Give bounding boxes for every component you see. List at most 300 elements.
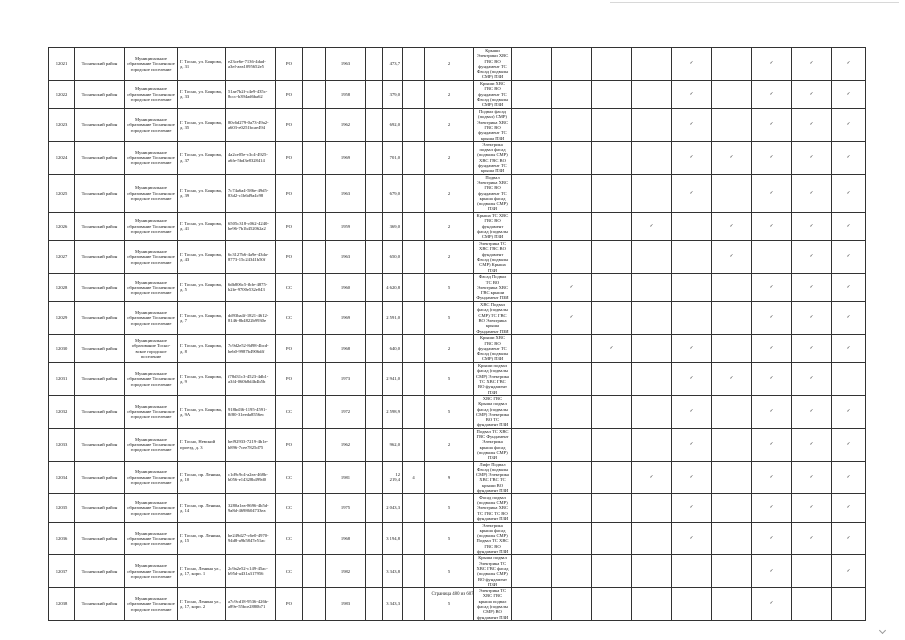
cell-id: 12030: [49, 334, 75, 362]
check-cell-7: [752, 461, 792, 494]
check-cell-9: [832, 80, 866, 108]
cell-empty-2: [366, 48, 383, 81]
table-row: [49, 395, 866, 428]
check-cell-5: [672, 522, 712, 555]
cell-works: Электрика ТС ХВС ГВС крыша подвал фасад (подвалы СМР) ВО фундамент ПЗИ: [474, 588, 512, 621]
check-cell-9: [832, 363, 866, 396]
check-mark-icon: ✓: [809, 91, 814, 97]
cell-works: ХВС Подвал фасад (подвалы СМР) ТС ГВС ВО Электрика крыша Фундамент ПЗИ: [474, 302, 512, 335]
cell-empty-1: [303, 273, 326, 301]
check-mark-icon: ✓: [846, 345, 851, 351]
cell-owner: Муниципальное образование Тосненское городское поселение: [125, 555, 178, 588]
check-cell-9: [832, 334, 866, 362]
cell-floor-count: 5: [425, 522, 474, 555]
table-row: [49, 241, 866, 274]
cell-works: ХВС ГВС Крыша подвал фасад (подвалы СМР) Электрика ВО ТС фундамент ПЗИ: [474, 395, 512, 428]
check-cell-8: [792, 334, 832, 362]
check-cell-7: [752, 494, 792, 522]
cell-form: РО: [276, 141, 303, 174]
cell-address: Г. Тосно, Невский проезд, д. 3: [178, 428, 226, 461]
cell-empty-2: [366, 80, 383, 108]
cell-code: be249d27-c6e0-4970-94d8-a9b5847e51ac: [226, 522, 276, 555]
cell-id: 12033: [49, 428, 75, 461]
check-cell-1: [512, 48, 552, 81]
check-cell-1: [512, 461, 552, 494]
cell-district: Тосненский район: [75, 212, 125, 240]
check-mark-icon: ✓: [809, 376, 814, 382]
cell-form: СС: [276, 522, 303, 555]
cell-works: Крыши ХВС ГВС ВО фундамент ТС Фасад (подвалы СМР) ПЗИ: [474, 334, 512, 362]
check-cell-5: [672, 273, 712, 301]
cell-floors: [403, 363, 425, 396]
corner-mark: [879, 627, 886, 634]
check-mark-icon: ✓: [729, 223, 734, 229]
cell-floors: [403, 522, 425, 555]
check-cell-1: [512, 363, 552, 396]
cell-address: Г. Тосно, пр. Ленина, д. 14: [178, 494, 226, 522]
cell-floor-count: 5: [425, 302, 474, 335]
check-cell-9: [832, 174, 866, 212]
cell-district: Тосненский район: [75, 555, 125, 588]
cell-area: 640,0: [383, 334, 403, 362]
check-cell-8: [792, 555, 832, 588]
cell-floors: [403, 273, 425, 301]
cell-id: 12028: [49, 273, 75, 301]
cell-empty-2: [366, 212, 383, 240]
cell-owner: Муниципальное образование Тосно-вское городское поселение: [125, 334, 178, 362]
cell-address: Г. Тосно, ул. Боярова, д. 7: [178, 302, 226, 335]
cell-floors: [403, 302, 425, 335]
check-mark-icon: ✓: [846, 61, 851, 67]
check-cell-7: [752, 48, 792, 81]
check-cell-3: [592, 241, 632, 274]
cell-empty-2: [366, 302, 383, 335]
check-cell-4: [632, 273, 672, 301]
check-cell-9: [832, 212, 866, 240]
cell-address: Г. Тосно, ул. Боярова, д. 39: [178, 174, 226, 212]
check-cell-1: [512, 302, 552, 335]
cell-area: 473,7: [383, 48, 403, 81]
check-cell-2: [552, 334, 592, 362]
cell-district: Тосненский район: [75, 48, 125, 81]
check-mark-icon: ✓: [689, 474, 694, 480]
cell-empty-1: [303, 555, 326, 588]
check-cell-8: [792, 109, 832, 142]
check-cell-6: [712, 334, 752, 362]
check-mark-icon: ✓: [846, 441, 851, 447]
check-mark-icon: ✓: [769, 223, 774, 229]
check-mark-icon: ✓: [769, 61, 774, 67]
check-mark-icon: ✓: [569, 315, 574, 321]
check-cell-8: [792, 302, 832, 335]
cell-empty-2: [366, 494, 383, 522]
check-cell-7: [752, 212, 792, 240]
cell-floors: [403, 48, 425, 81]
cell-floors: [403, 109, 425, 142]
check-cell-7: [752, 109, 792, 142]
check-mark-icon: ✓: [689, 345, 694, 351]
cell-code: 51ae7b2f-c4e9-435c-8ccc-b394ad6ba62: [226, 80, 276, 108]
cell-form: СС: [276, 494, 303, 522]
check-cell-1: [512, 395, 552, 428]
cell-empty-1: [303, 302, 326, 335]
cell-empty-1: [303, 461, 326, 494]
cell-id: 12037: [49, 555, 75, 588]
check-cell-4: [632, 241, 672, 274]
check-mark-icon: ✓: [769, 535, 774, 541]
cell-empty-2: [366, 109, 383, 142]
check-cell-2: [552, 141, 592, 174]
cell-code: a7c9cd18-9536-426b-a89e-55bce2880b71: [226, 588, 276, 621]
cell-floor-count: 5: [425, 555, 474, 588]
cell-id: 12035: [49, 494, 75, 522]
cell-floor-count: 2: [425, 212, 474, 240]
check-cell-9: [832, 141, 866, 174]
check-cell-8: [792, 212, 832, 240]
cell-form: РО: [276, 212, 303, 240]
check-cell-7: [752, 334, 792, 362]
check-cell-9: [832, 241, 866, 274]
table-row: [49, 428, 866, 461]
check-mark-icon: ✓: [809, 345, 814, 351]
check-cell-8: [792, 494, 832, 522]
cell-empty-1: [303, 174, 326, 212]
cell-empty-2: [366, 522, 383, 555]
check-cell-2: [552, 174, 592, 212]
check-cell-4: [632, 522, 672, 555]
cell-year: 1972: [326, 395, 366, 428]
check-mark-icon: ✓: [846, 122, 851, 128]
check-cell-4: [632, 174, 672, 212]
check-cell-8: [792, 141, 832, 174]
cell-area: 2 941,0: [383, 363, 403, 396]
check-cell-7: [752, 555, 792, 588]
cell-owner: Муниципальное образование Тосненское городское поселение: [125, 241, 178, 274]
check-mark-icon: ✓: [846, 535, 851, 541]
check-mark-icon: ✓: [689, 61, 694, 67]
check-mark-icon: ✓: [689, 535, 694, 541]
cell-floor-count: 2: [425, 141, 474, 174]
cell-floor-count: 9: [425, 461, 474, 494]
check-cell-8: [792, 241, 832, 274]
cell-floors: 4: [403, 461, 425, 494]
cell-form: РО: [276, 109, 303, 142]
cell-address: Г. Тосно, ул. Боярова, д. 33: [178, 80, 226, 108]
cell-district: Тосненский район: [75, 109, 125, 142]
cell-area: 379,0: [383, 80, 403, 108]
check-cell-5: [672, 80, 712, 108]
check-mark-icon: ✓: [846, 284, 851, 290]
check-cell-3: [592, 428, 632, 461]
check-cell-8: [792, 273, 832, 301]
check-cell-2: [552, 494, 592, 522]
cell-empty-1: [303, 241, 326, 274]
check-cell-5: [672, 363, 712, 396]
cell-area: 12 219,4: [383, 461, 403, 494]
cell-district: Тосненский район: [75, 428, 125, 461]
cell-owner: Муниципальное образование Тосненское городское поселение: [125, 363, 178, 396]
cell-id: 12031: [49, 363, 75, 396]
cell-empty-2: [366, 395, 383, 428]
cell-year: 1968: [326, 522, 366, 555]
cell-form: СС: [276, 461, 303, 494]
check-mark-icon: ✓: [846, 315, 851, 321]
check-cell-5: [672, 494, 712, 522]
cell-floor-count: 2: [425, 174, 474, 212]
check-cell-3: [592, 174, 632, 212]
cell-floor-count: 5: [425, 395, 474, 428]
cell-works: Крыша ТС ХВС ГВС ВО фундамент фасад (подвалы СМР) ПЗИ: [474, 212, 512, 240]
cell-year: 1969: [326, 302, 366, 335]
cell-works: Подвал Электрика ХВС ГВС ВО фундамент ТС крыша фасад (подвалы СМР) ПЗИ: [474, 174, 512, 212]
check-cell-7: [752, 273, 792, 301]
cell-works: Крыши подвал фасад (подвалы СМР) Электрика ТС ХВС ГВС ВО фундамент ПЗИ: [474, 363, 512, 396]
check-mark-icon: ✓: [689, 122, 694, 128]
cell-area: 3 343,3: [383, 588, 403, 621]
check-cell-5: [672, 241, 712, 274]
check-cell-1: [512, 241, 552, 274]
cell-district: Тосненский район: [75, 334, 125, 362]
cell-form: РО: [276, 363, 303, 396]
cell-id: 12029: [49, 302, 75, 335]
cell-address: Г. Тосно, ул. Боярова, д. 9А: [178, 395, 226, 428]
cell-year: 1958: [326, 80, 366, 108]
cell-area: 369,0: [383, 212, 403, 240]
check-mark-icon: ✓: [809, 315, 814, 321]
check-cell-7: [752, 141, 792, 174]
cell-id: 12027: [49, 241, 75, 274]
check-cell-3: [592, 80, 632, 108]
check-mark-icon: ✓: [609, 345, 614, 351]
cell-empty-2: [366, 461, 383, 494]
check-cell-2: [552, 80, 592, 108]
cell-floor-count: 2: [425, 428, 474, 461]
cell-form: РО: [276, 241, 303, 274]
cell-code: bef92933-7219-4b1e-b896-7cee7825d75: [226, 428, 276, 461]
check-mark-icon: ✓: [769, 601, 774, 607]
check-mark-icon: ✓: [846, 223, 851, 229]
cell-year: 1973: [326, 363, 366, 396]
cell-floors: [403, 141, 425, 174]
cell-district: Тосненский район: [75, 363, 125, 396]
registry-table: [48, 47, 866, 621]
check-mark-icon: ✓: [846, 254, 851, 260]
check-cell-7: [752, 522, 792, 555]
check-cell-2: [552, 522, 592, 555]
check-cell-5: [672, 174, 712, 212]
check-cell-3: [592, 212, 632, 240]
cell-empty-1: [303, 522, 326, 555]
cell-district: Тосненский район: [75, 522, 125, 555]
check-cell-5: [672, 109, 712, 142]
cell-district: Тосненский район: [75, 494, 125, 522]
cell-id: 12025: [49, 174, 75, 212]
cell-empty-1: [303, 141, 326, 174]
cell-floors: [403, 212, 425, 240]
cell-empty-2: [366, 334, 383, 362]
cell-owner: Муниципальное образование Тосненское городское поселение: [125, 302, 178, 335]
cell-owner: Муниципальное образование Тосненское городское поселение: [125, 494, 178, 522]
check-mark-icon: ✓: [769, 474, 774, 480]
check-cell-1: [512, 109, 552, 142]
check-cell-4: [632, 555, 672, 588]
cell-floor-count: 5: [425, 588, 474, 621]
cell-floor-count: 2: [425, 334, 474, 362]
check-cell-2: [552, 555, 592, 588]
cell-id: 12034: [49, 461, 75, 494]
cell-works: Лифт Подвал Фасад (подвалы СМР) Электрика ХВС ГВС ТС крыши ВО фундамент ПЗИ: [474, 461, 512, 494]
table-row: [49, 212, 866, 240]
check-cell-6: [712, 428, 752, 461]
check-mark-icon: ✓: [846, 505, 851, 511]
cell-address: Г. Тосно, ул. Боярова, д. 35: [178, 109, 226, 142]
check-mark-icon: ✓: [809, 505, 814, 511]
check-mark-icon: ✓: [769, 284, 774, 290]
cell-form: РО: [276, 80, 303, 108]
cell-floors: [403, 80, 425, 108]
check-mark-icon: ✓: [729, 254, 734, 260]
cell-area: 692,0: [383, 109, 403, 142]
check-cell-5: [672, 555, 712, 588]
check-cell-1: [512, 80, 552, 108]
check-mark-icon: ✓: [769, 190, 774, 196]
check-mark-icon: ✓: [846, 91, 851, 97]
check-cell-8: [792, 174, 832, 212]
cell-year: 1959: [326, 212, 366, 240]
check-mark-icon: ✓: [729, 155, 734, 161]
check-mark-icon: ✓: [689, 190, 694, 196]
cell-address: Г. Тосно, пр. Ленина, д. 15: [178, 522, 226, 555]
cell-form: РО: [276, 334, 303, 362]
cell-area: 701,0: [383, 141, 403, 174]
cell-district: Тосненский район: [75, 461, 125, 494]
cell-address: Г. Тосно, Ленина ул., д. 17, корп. 1: [178, 555, 226, 588]
check-cell-7: [752, 363, 792, 396]
check-cell-6: [712, 273, 752, 301]
cell-year: 1962: [326, 428, 366, 461]
check-cell-3: [592, 109, 632, 142]
check-cell-5: [672, 48, 712, 81]
cell-works: Фасад Подвал ТС ВО Электрика ХВС ГВС крыши Фундамент ПЗИ: [474, 273, 512, 301]
cell-district: Тосненский район: [75, 273, 125, 301]
check-mark-icon: ✓: [769, 505, 774, 511]
table-row: [49, 302, 866, 335]
check-cell-8: [792, 80, 832, 108]
cell-floors: [403, 174, 425, 212]
cell-empty-2: [366, 273, 383, 301]
cell-year: 1963: [326, 48, 366, 81]
check-cell-3: [592, 334, 632, 362]
cell-owner: Муниципальное образование Тосненское городское поселение: [125, 141, 178, 174]
check-mark-icon: ✓: [809, 441, 814, 447]
cell-code: 7c74a6a4-586e-49d5-83d2-c1b6d9a4c98: [226, 174, 276, 212]
cell-id: 12022: [49, 80, 75, 108]
cell-area: 3 194,8: [383, 522, 403, 555]
cell-address: Г. Тосно, ул. Боярова, д. 43: [178, 241, 226, 274]
check-cell-9: [832, 494, 866, 522]
cell-code: 80c6d279-0a73-49a2-a603-e0251bcae494: [226, 109, 276, 142]
cell-code: 6c3127b6-4a9e-43da-8773-15c24341b50f: [226, 241, 276, 274]
cell-address: Г. Тосно, ул. Боярова, д. 41: [178, 212, 226, 240]
check-cell-2: [552, 109, 592, 142]
check-mark-icon: ✓: [809, 190, 814, 196]
check-mark-icon: ✓: [809, 61, 814, 67]
cell-empty-2: [366, 555, 383, 588]
cell-year: 1960: [326, 273, 366, 301]
check-cell-3: [592, 273, 632, 301]
cell-works: Подвал фасад (подвал) СМР) Электрика ХВС ГВС ВО фундамент ТС крыша ПЗИ: [474, 109, 512, 142]
cell-owner: Муниципальное образование Тосненское городское поселение: [125, 588, 178, 621]
cell-empty-1: [303, 428, 326, 461]
check-cell-2: [552, 241, 592, 274]
cell-empty-1: [303, 334, 326, 362]
check-mark-icon: ✓: [809, 474, 814, 480]
cell-address: Г. Тосно, пр. Ленина, д. 10: [178, 461, 226, 494]
cell-owner: Муниципальное образование Тосненское городское поселение: [125, 273, 178, 301]
check-cell-2: [552, 212, 592, 240]
check-cell-4: [632, 363, 672, 396]
cell-year: 1982: [326, 555, 366, 588]
cell-code: 6db806c5-fbfe-4875-b2fe-9700e532e043: [226, 273, 276, 301]
cell-area: 962,0: [383, 428, 403, 461]
cell-empty-1: [303, 395, 326, 428]
cell-empty-1: [303, 212, 326, 240]
check-cell-6: [712, 212, 752, 240]
check-cell-6: [712, 363, 752, 396]
check-mark-icon: ✓: [689, 376, 694, 382]
cell-id: 12023: [49, 109, 75, 142]
check-cell-9: [832, 48, 866, 81]
cell-works: Электрика крыша фасад (подвалы СМР) Подвал ТС ХВС ГВС ВО фундамент ПЗИ: [474, 522, 512, 555]
check-cell-4: [632, 109, 672, 142]
check-cell-4: [632, 494, 672, 522]
check-mark-icon: ✓: [809, 254, 814, 260]
check-mark-icon: ✓: [846, 474, 851, 480]
table-row: [49, 334, 866, 362]
cell-address: Г. Тосно, ул. Боярова, д. 31: [178, 48, 226, 81]
cell-form: СС: [276, 395, 303, 428]
check-cell-7: [752, 241, 792, 274]
cell-address: Г. Тосно, ул. Боярова, д. 8: [178, 334, 226, 362]
table-row: [49, 494, 866, 522]
check-mark-icon: ✓: [649, 474, 654, 480]
cell-floors: [403, 494, 425, 522]
check-cell-9: [832, 109, 866, 142]
cell-owner: Муниципальное образование Тосненское городское поселение: [125, 109, 178, 142]
check-mark-icon: ✓: [769, 409, 774, 415]
check-cell-7: [752, 174, 792, 212]
check-cell-6: [712, 522, 752, 555]
check-cell-2: [552, 461, 592, 494]
check-mark-icon: ✓: [689, 155, 694, 161]
check-cell-9: [832, 428, 866, 461]
cell-empty-2: [366, 141, 383, 174]
check-cell-1: [512, 494, 552, 522]
table-row: [49, 48, 866, 81]
table-row: [49, 363, 866, 396]
cell-year: 1962: [326, 109, 366, 142]
check-cell-3: [592, 494, 632, 522]
cell-empty-1: [303, 494, 326, 522]
check-cell-6: [712, 241, 752, 274]
check-mark-icon: ✓: [769, 441, 774, 447]
check-cell-4: [632, 334, 672, 362]
check-cell-4: [632, 461, 672, 494]
cell-id: 12036: [49, 522, 75, 555]
cell-id: 12026: [49, 212, 75, 240]
cell-code: e23ce6e-7136-4dad-a3ef-aea1095652e5: [226, 48, 276, 81]
check-mark-icon: ✓: [769, 155, 774, 161]
